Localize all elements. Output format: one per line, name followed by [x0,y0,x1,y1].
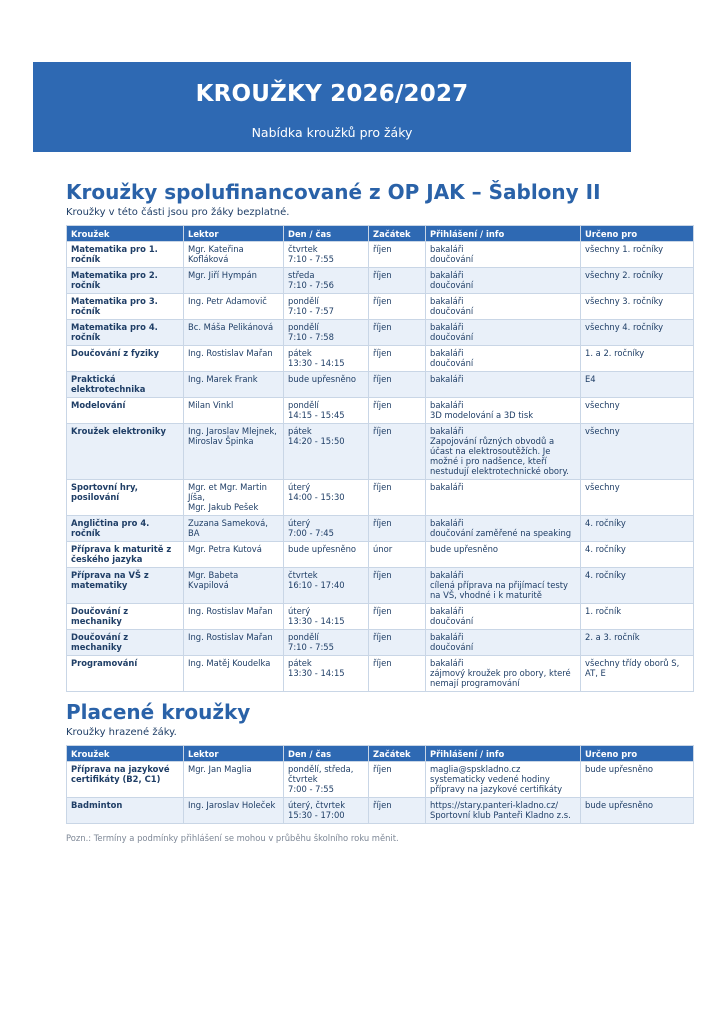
time-cell-line: pátek [288,658,312,668]
lector-cell-line: Ing. Petr Adamovič [188,296,267,306]
lector-cell-line: Ing. Jaroslav Holeček [188,800,276,810]
club-name: Matematika pro 4. ročník [67,320,184,346]
section-paid [66,700,693,824]
col-header-info: Přihlášení / info [426,226,581,242]
time-cell [284,294,369,320]
start-cell: říjen [369,372,426,398]
time-cell [284,346,369,372]
info-cell [426,798,581,824]
time-cell-line: 7:10 - 7:55 [288,254,334,264]
table-row [67,424,694,480]
info-cell-line: bakaláři [430,482,464,492]
info-cell-line: doučování zaměřené na speaking [430,528,572,538]
info-cell [426,516,581,542]
table-row [67,372,694,398]
time-cell-line: pondělí [288,632,319,642]
lector-cell-line: Mgr. Petra Kutová [188,544,262,554]
club-name: Kroužek elektroniky [67,424,184,480]
lector-cell-line: Ing. Matěj Koudelka [188,658,271,668]
time-cell-line: 13:30 - 14:15 [288,358,345,368]
time-cell-line: 7:00 - 7:55 [288,784,334,794]
time-cell-line: bude upřesněno [288,374,357,384]
target-cell: 4. ročníky [581,568,694,604]
target-cell: všechny 4. ročníky [581,320,694,346]
lector-cell-line: Bc. Máša Pelikánová [188,322,274,332]
section-free [66,180,693,692]
lector-cell [184,398,284,424]
time-cell-line: pondělí [288,296,319,306]
lector-cell-line: Ing. Jaroslav Mlejnek, [188,426,277,436]
col-header-club: Kroužek [67,746,184,762]
info-cell [426,762,581,798]
start-cell: říjen [369,398,426,424]
target-cell: všechny třídy oborů S, AT, E [581,656,694,692]
info-cell [426,568,581,604]
info-cell-line: cílená příprava na přijímací testy na VŠ, vhodné i k maturitě [430,580,569,600]
time-cell [284,398,369,424]
time-cell [284,630,369,656]
info-cell-line: bakaláři [430,400,464,410]
info-cell-line: bakaláři [430,244,464,254]
club-name: Praktická elektrotechnika [67,372,184,398]
table-row [67,798,694,824]
col-header-info: Přihlášení / info [426,746,581,762]
start-cell: říjen [369,630,426,656]
time-cell-line: úterý, čtvrtek [288,800,346,810]
info-cell-line: bakaláři [430,322,464,332]
time-cell [284,656,369,692]
lector-cell [184,346,284,372]
col-header-time: Den / čas [284,746,369,762]
section-free-title: Kroužky spolufinancované z OP JAK – Šablony II [66,180,601,204]
time-cell-line: čtvrtek [288,570,318,580]
time-cell-line: pondělí [288,322,319,332]
info-cell-line: bakaláři [430,270,464,280]
club-name: Příprava na jazykové certifikáty (B2, C1) [67,762,184,798]
info-cell [426,398,581,424]
col-header-time: Den / čas [284,226,369,242]
lector-cell [184,242,284,268]
table-header-row [67,746,694,762]
paid-clubs-body [67,762,694,824]
table-row [67,294,694,320]
target-cell: 4. ročníky [581,516,694,542]
col-header-start: Začátek [369,226,426,242]
lector-cell [184,294,284,320]
time-cell-line: 14:00 - 15:30 [288,492,345,502]
section-free-subtitle: Kroužky v této části jsou pro žáky bezplatné. [66,207,290,218]
time-cell [284,568,369,604]
info-cell-line: doučování [430,332,474,342]
target-cell: všechny [581,480,694,516]
lector-cell [184,516,284,542]
table-row [67,268,694,294]
start-cell: říjen [369,320,426,346]
time-cell-line: 7:10 - 7:55 [288,642,334,652]
time-cell-line: 7:10 - 7:58 [288,332,334,342]
club-name: Doučování z mechaniky [67,604,184,630]
time-cell [284,480,369,516]
time-cell-line: pondělí, středa, čtvrtek [288,764,354,784]
info-cell [426,630,581,656]
time-cell-line: 14:15 - 15:45 [288,410,345,420]
start-cell: říjen [369,568,426,604]
info-cell [426,294,581,320]
table-row [67,604,694,630]
lector-cell [184,656,284,692]
start-cell: říjen [369,294,426,320]
target-cell: všechny [581,424,694,480]
time-cell-line: úterý [288,518,311,528]
target-cell: bude upřesněno [581,798,694,824]
start-cell: říjen [369,242,426,268]
time-cell-line: 14:20 - 15:50 [288,436,345,446]
table-row [67,346,694,372]
info-cell-line: 3D modelování a 3D tisk [430,410,534,420]
info-cell-line: bakaláři [430,632,464,642]
club-name: Příprava k maturitě z českého jazyka [67,542,184,568]
lector-cell-line: Ing. Rostislav Mařan [188,632,273,642]
time-cell [284,320,369,346]
start-cell: říjen [369,656,426,692]
lector-cell-line: Ing. Rostislav Mařan [188,348,273,358]
target-cell: všechny 3. ročníky [581,294,694,320]
time-cell-line: středa [288,270,315,280]
start-cell: říjen [369,798,426,824]
lector-cell [184,542,284,568]
table-row [67,630,694,656]
start-cell: říjen [369,424,426,480]
time-cell-line: 7:00 - 7:45 [288,528,334,538]
target-cell: 4. ročníky [581,542,694,568]
info-cell-line: doučování [430,280,474,290]
lector-cell [184,480,284,516]
free-clubs-body [67,242,694,692]
lector-cell-line: Miroslav Špinka [188,436,254,446]
info-cell-line: Sportovní klub Panteři Kladno z.s. [430,810,571,820]
table-header-row [67,226,694,242]
section-paid-subtitle: Kroužky hrazené žáky. [66,727,177,738]
table-row [67,762,694,798]
lector-cell-line: Mgr. Jakub Pešek [188,502,259,512]
time-cell-line: úterý [288,606,311,616]
lector-cell [184,268,284,294]
target-cell: všechny 2. ročníky [581,268,694,294]
club-name: Doučování z fyziky [67,346,184,372]
paid-clubs-table [66,745,694,824]
time-cell [284,542,369,568]
time-cell [284,798,369,824]
col-header-club: Kroužek [67,226,184,242]
info-cell-line: doučování [430,254,474,264]
free-clubs-table [66,225,694,692]
info-cell-line: systematicky vedené hodiny přípravy na jazykové certifikáty [430,774,563,794]
lector-cell-line: Zuzana Sameková, BA [188,518,268,538]
lector-cell-line: Mgr. Jiří Hympán [188,270,257,280]
time-cell-line: 7:10 - 7:57 [288,306,334,316]
info-cell [426,604,581,630]
lector-cell [184,762,284,798]
table-row [67,242,694,268]
target-cell: 1. a 2. ročníky [581,346,694,372]
lector-cell [184,798,284,824]
lector-cell [184,630,284,656]
table-row [67,516,694,542]
target-cell: 1. ročník [581,604,694,630]
time-cell-line: 7:10 - 7:56 [288,280,334,290]
time-cell-line: čtvrtek [288,244,318,254]
lector-cell [184,372,284,398]
table-row [67,568,694,604]
table-row [67,542,694,568]
club-name: Sportovní hry, posilování [67,480,184,516]
club-name: Matematika pro 3. ročník [67,294,184,320]
info-cell-line: bude upřesněno [430,544,499,554]
start-cell: říjen [369,480,426,516]
lector-cell [184,424,284,480]
info-cell [426,542,581,568]
info-cell-line: zájmový kroužek pro obory, které nemají programování [430,668,571,688]
time-cell [284,424,369,480]
lector-cell-line: Mgr. Babeta Kvapilová [188,570,239,590]
info-cell [426,424,581,480]
table-row [67,480,694,516]
time-cell-line: 16:10 - 17:40 [288,580,345,590]
club-name: Příprava na VŠ z matematiky [67,568,184,604]
time-cell-line: 13:30 - 14:15 [288,616,345,626]
time-cell [284,268,369,294]
time-cell-line: pátek [288,348,312,358]
info-cell-line: maglia@spskladno.cz [430,764,521,774]
col-header-start: Začátek [369,746,426,762]
time-cell-line: pondělí [288,400,319,410]
club-name: Badminton [67,798,184,824]
time-cell-line: 15:30 - 17:00 [288,810,345,820]
time-cell [284,516,369,542]
info-cell-line: doučování [430,616,474,626]
start-cell: říjen [369,604,426,630]
table-row [67,320,694,346]
info-cell-line: bakaláři [430,374,464,384]
time-cell-line: pátek [288,426,312,436]
time-cell [284,604,369,630]
lector-cell [184,568,284,604]
club-name: Programování [67,656,184,692]
col-header-target: Určeno pro [581,226,694,242]
target-cell: všechny 1. ročníky [581,242,694,268]
info-cell-line: doučování [430,642,474,652]
club-name: Matematika pro 2. ročník [67,268,184,294]
info-cell-line: https://stary.panteri-kladno.cz/ [430,800,559,810]
col-header-lector: Lektor [184,746,284,762]
info-cell [426,656,581,692]
info-cell-line: bakaláři [430,426,464,436]
info-cell-line: bakaláři [430,606,464,616]
start-cell: říjen [369,516,426,542]
section-paid-title: Placené kroužky [66,700,251,724]
lector-cell-line: Mgr. et Mgr. Martin Jíša, [188,482,267,502]
club-name: Doučování z mechaniky [67,630,184,656]
start-cell: říjen [369,346,426,372]
lector-cell-line: Milan Vinkl [188,400,234,410]
info-cell-line: doučování [430,358,474,368]
info-cell [426,346,581,372]
page-subtitle: Nabídka kroužků pro žáky [251,125,413,140]
lector-cell [184,604,284,630]
info-cell [426,320,581,346]
time-cell-line: úterý [288,482,311,492]
time-cell [284,372,369,398]
info-cell [426,372,581,398]
info-cell-line: doučování [430,306,474,316]
lector-cell-line: Mgr. Kateřina Kofláková [188,244,244,264]
info-cell [426,268,581,294]
time-cell-line: 13:30 - 14:15 [288,668,345,678]
info-cell-line: Zapojování různých obvodů a účast na elektrosoutěžích. Je možné i pro nadšence, kteří nestudují elektrotechnické obory. [430,436,569,476]
info-cell-line: bakaláři [430,518,464,528]
lector-cell-line: Ing. Marek Frank [188,374,258,384]
footnote: Pozn.: Termíny a podmínky přihlášení se mohou v průběhu školního roku měnit. [66,833,399,843]
info-cell [426,480,581,516]
start-cell: únor [369,542,426,568]
info-cell-line: bakaláři [430,296,464,306]
target-cell: 2. a 3. ročník [581,630,694,656]
table-row [67,656,694,692]
info-cell-line: bakaláři [430,570,464,580]
info-cell-line: bakaláři [430,658,464,668]
target-cell: všechny [581,398,694,424]
start-cell: říjen [369,268,426,294]
target-cell: E4 [581,372,694,398]
club-name: Angličtina pro 4. ročník [67,516,184,542]
target-cell: bude upřesněno [581,762,694,798]
time-cell [284,762,369,798]
club-name: Modelování [67,398,184,424]
info-cell-line: bakaláři [430,348,464,358]
club-name: Matematika pro 1. ročník [67,242,184,268]
col-header-target: Určeno pro [581,746,694,762]
header-banner [33,62,631,152]
start-cell: říjen [369,762,426,798]
table-row [67,398,694,424]
page-title: KROUŽKY 2026/2027 [195,81,469,107]
lector-cell [184,320,284,346]
lector-cell-line: Ing. Rostislav Mařan [188,606,273,616]
lector-cell-line: Mgr. Jan Maglia [188,764,252,774]
col-header-lector: Lektor [184,226,284,242]
time-cell-line: bude upřesněno [288,544,357,554]
info-cell [426,242,581,268]
time-cell [284,242,369,268]
